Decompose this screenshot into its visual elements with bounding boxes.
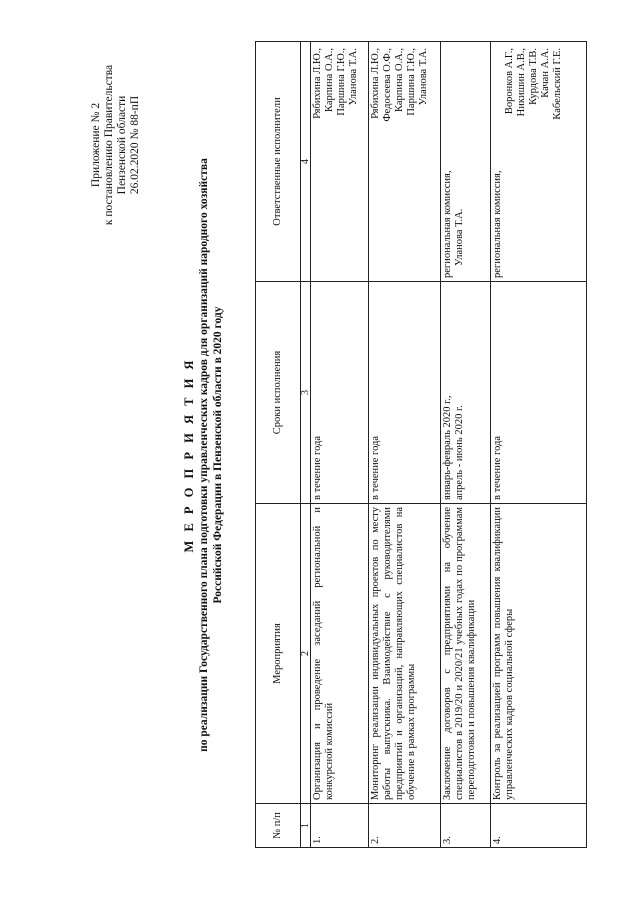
responsible-line: Уланова Т.А. — [418, 48, 429, 106]
responsible-line: Качан А.А. — [540, 48, 551, 98]
row-activity: Организация и проведение заседаний региональной и конкурсной комиссий — [311, 504, 369, 804]
period-line: январь-февраль 2020 г., — [442, 395, 453, 500]
appendix-line: 26.02.2020 № 88-пП — [129, 95, 141, 195]
responsible-line: Уланова Т.А. — [348, 48, 359, 106]
table-header-row — [256, 42, 301, 848]
row-responsible — [311, 42, 369, 282]
period-line: апрель - июнь 2020 г. — [454, 405, 465, 500]
header-period: Сроки исполнения — [256, 282, 301, 504]
period-line: в течение года — [370, 435, 381, 500]
responsible-line: Паршина Г.Ю., — [406, 48, 417, 116]
column-number: 1 — [301, 804, 311, 848]
row-num: 4. — [491, 804, 587, 848]
responsible-line: Рябихина Л.Ю., — [312, 48, 323, 119]
row-period — [441, 282, 491, 504]
column-number: 2 — [301, 504, 311, 804]
row-period — [369, 282, 441, 504]
column-number: 4 — [301, 42, 311, 282]
row-responsible — [441, 42, 491, 282]
responsible-line: Воронков А.Г., — [504, 48, 515, 115]
row-num: 2. — [369, 804, 441, 848]
appendix-line: Пензенской области — [116, 95, 128, 195]
appendix-line: Приложение № 2 — [90, 102, 102, 188]
responsible-line: региональная комиссия, — [492, 170, 503, 278]
responsible-line: Паршина Г.Ю., — [336, 48, 347, 116]
appendix-line: к постановлению Правительства — [103, 64, 115, 226]
responsible-line: Уланова Т.А. — [454, 208, 465, 266]
responsible-line: Карпина О.А., — [394, 48, 405, 112]
column-number-row — [301, 42, 311, 848]
responsible-line: региональная комиссия, — [442, 170, 453, 278]
row-responsible — [491, 42, 587, 282]
row-num: 1. — [311, 804, 369, 848]
period-line: в течение года — [492, 435, 503, 500]
table-row — [491, 42, 587, 848]
row-num: 3. — [441, 804, 491, 848]
responsible-line: Карпина О.А., — [324, 48, 335, 112]
row-period — [491, 282, 587, 504]
row-period — [311, 282, 369, 504]
activities-table — [255, 41, 587, 848]
row-activity: Заключение договоров с предприятиями на обучение специалистов в 2019/20 и 2020/21 учебных годах по программам переподготовки и повышения квалификации — [441, 504, 491, 804]
row-activity: Мониторинг реализации индивидуальных проектов по месту работы выпускника. Взаимодействие с руководителями предприятий и организаций, направляющих специалистов на обучение в рамках программы — [369, 504, 441, 804]
table-row — [311, 42, 369, 848]
document-subtitle-line2: Российской Федерации в Пензенской области в 2020 году — [212, 306, 224, 604]
responsible-line: Курдова Т.В. — [528, 48, 539, 105]
table-row — [441, 42, 491, 848]
document-title: М Е Р О П Р И Я Т И Я — [182, 357, 196, 553]
row-activity: Контроль за реализацией программ повышения квалификации управленческих кадров социальной сферы — [491, 504, 587, 804]
responsible-line: Никишин А.В., — [516, 48, 527, 117]
header-num: № п/п — [256, 804, 301, 848]
period-line: в течение года — [312, 435, 323, 500]
responsible-line: Федосеева О.Ф., — [382, 48, 393, 122]
column-number: 3 — [301, 282, 311, 504]
responsible-line: Рябихина Л.Ю., — [370, 48, 381, 119]
document-subtitle-line1: по реализации Государственного плана подготовки управленческих кадров для организаций народного хозяйства — [198, 158, 210, 752]
table-row — [369, 42, 441, 848]
responsible-line: Кабельский Г.Е. — [552, 48, 563, 120]
appendix-block — [90, 50, 142, 240]
header-responsible: Ответственные исполнители — [256, 42, 301, 282]
row-responsible — [369, 42, 441, 282]
header-activity: Мероприятия — [256, 504, 301, 804]
